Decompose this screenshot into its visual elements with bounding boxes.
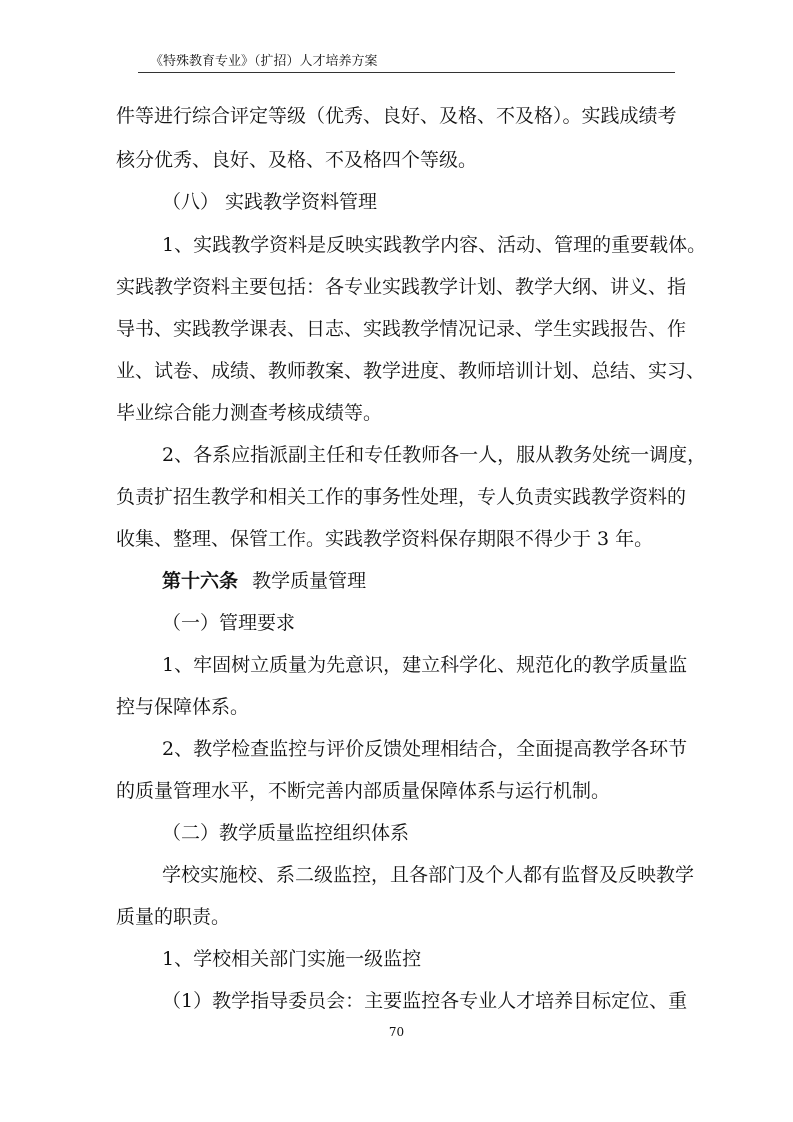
paragraph-line: 1、实践教学资料是反映实践教学内容、活动、管理的重要载体。 — [162, 234, 707, 256]
paragraph-line: 控与保障体系。 — [116, 696, 250, 718]
paragraph-line: 质量的职责。 — [116, 906, 231, 928]
paragraph-line: 件等进行综合评定等级（优秀、良好、及格、不及格）。实践成绩考 — [116, 105, 677, 127]
subsection-heading: 1、学校相关部门实施一级监控 — [162, 948, 422, 970]
section-heading: （八） 实践教学资料管理 — [162, 191, 378, 213]
paragraph-line: 2、教学检查监控与评价反馈处理相结合，全面提高教学各环节 — [162, 738, 688, 760]
paragraph-line: 2、各系应指派副主任和专任教师各一人，服从教务处统一调度， — [162, 444, 707, 466]
section-heading: （二）教学质量监控组织体系 — [162, 822, 410, 844]
section-heading: （一）管理要求 — [162, 612, 296, 634]
paragraph-line: 1、牢固树立质量为先意识，建立科学化、规范化的教学质量监 — [162, 654, 688, 676]
page-number: 70 — [388, 1025, 405, 1039]
header-rule — [138, 72, 675, 73]
paragraph-line: 毕业综合能力测查考核成绩等。 — [116, 402, 383, 424]
paragraph-line: 负责扩招生教学和相关工作的事务性处理，专人负责实践教学资料的 — [116, 486, 687, 508]
paragraph-line: 业、试卷、成绩、教师教案、教学进度、教师培训计划、总结、实习、 — [116, 360, 706, 382]
article-title: 教学质量管理 — [252, 570, 367, 592]
running-header: 《特殊教育专业》（扩招）人才培养方案 — [150, 54, 378, 69]
article-label: 第十六条 — [162, 570, 239, 592]
paragraph-line: （1）教学指导委员会：主要监控各专业人才培养目标定位、重 — [162, 990, 688, 1012]
paragraph-line: 学校实施校、系二级监控，且各部门及个人都有监督及反映教学 — [162, 864, 695, 886]
paragraph-line: 的质量管理水平，不断完善内部质量保障体系与运行机制。 — [116, 780, 611, 802]
paragraph-line: 收集、整理、保管工作。实践教学资料保存期限不得少于 3 年。 — [116, 528, 654, 550]
paragraph-line: 实践教学资料主要包括：各专业实践教学计划、教学大纲、讲义、指 — [116, 276, 687, 298]
paragraph-line: 核分优秀、良好、及格、不及格四个等级。 — [116, 149, 478, 171]
article-heading — [162, 569, 722, 593]
paragraph-line: 导书、实践教学课表、日志、实践教学情况记录、学生实践报告、作 — [116, 318, 687, 340]
